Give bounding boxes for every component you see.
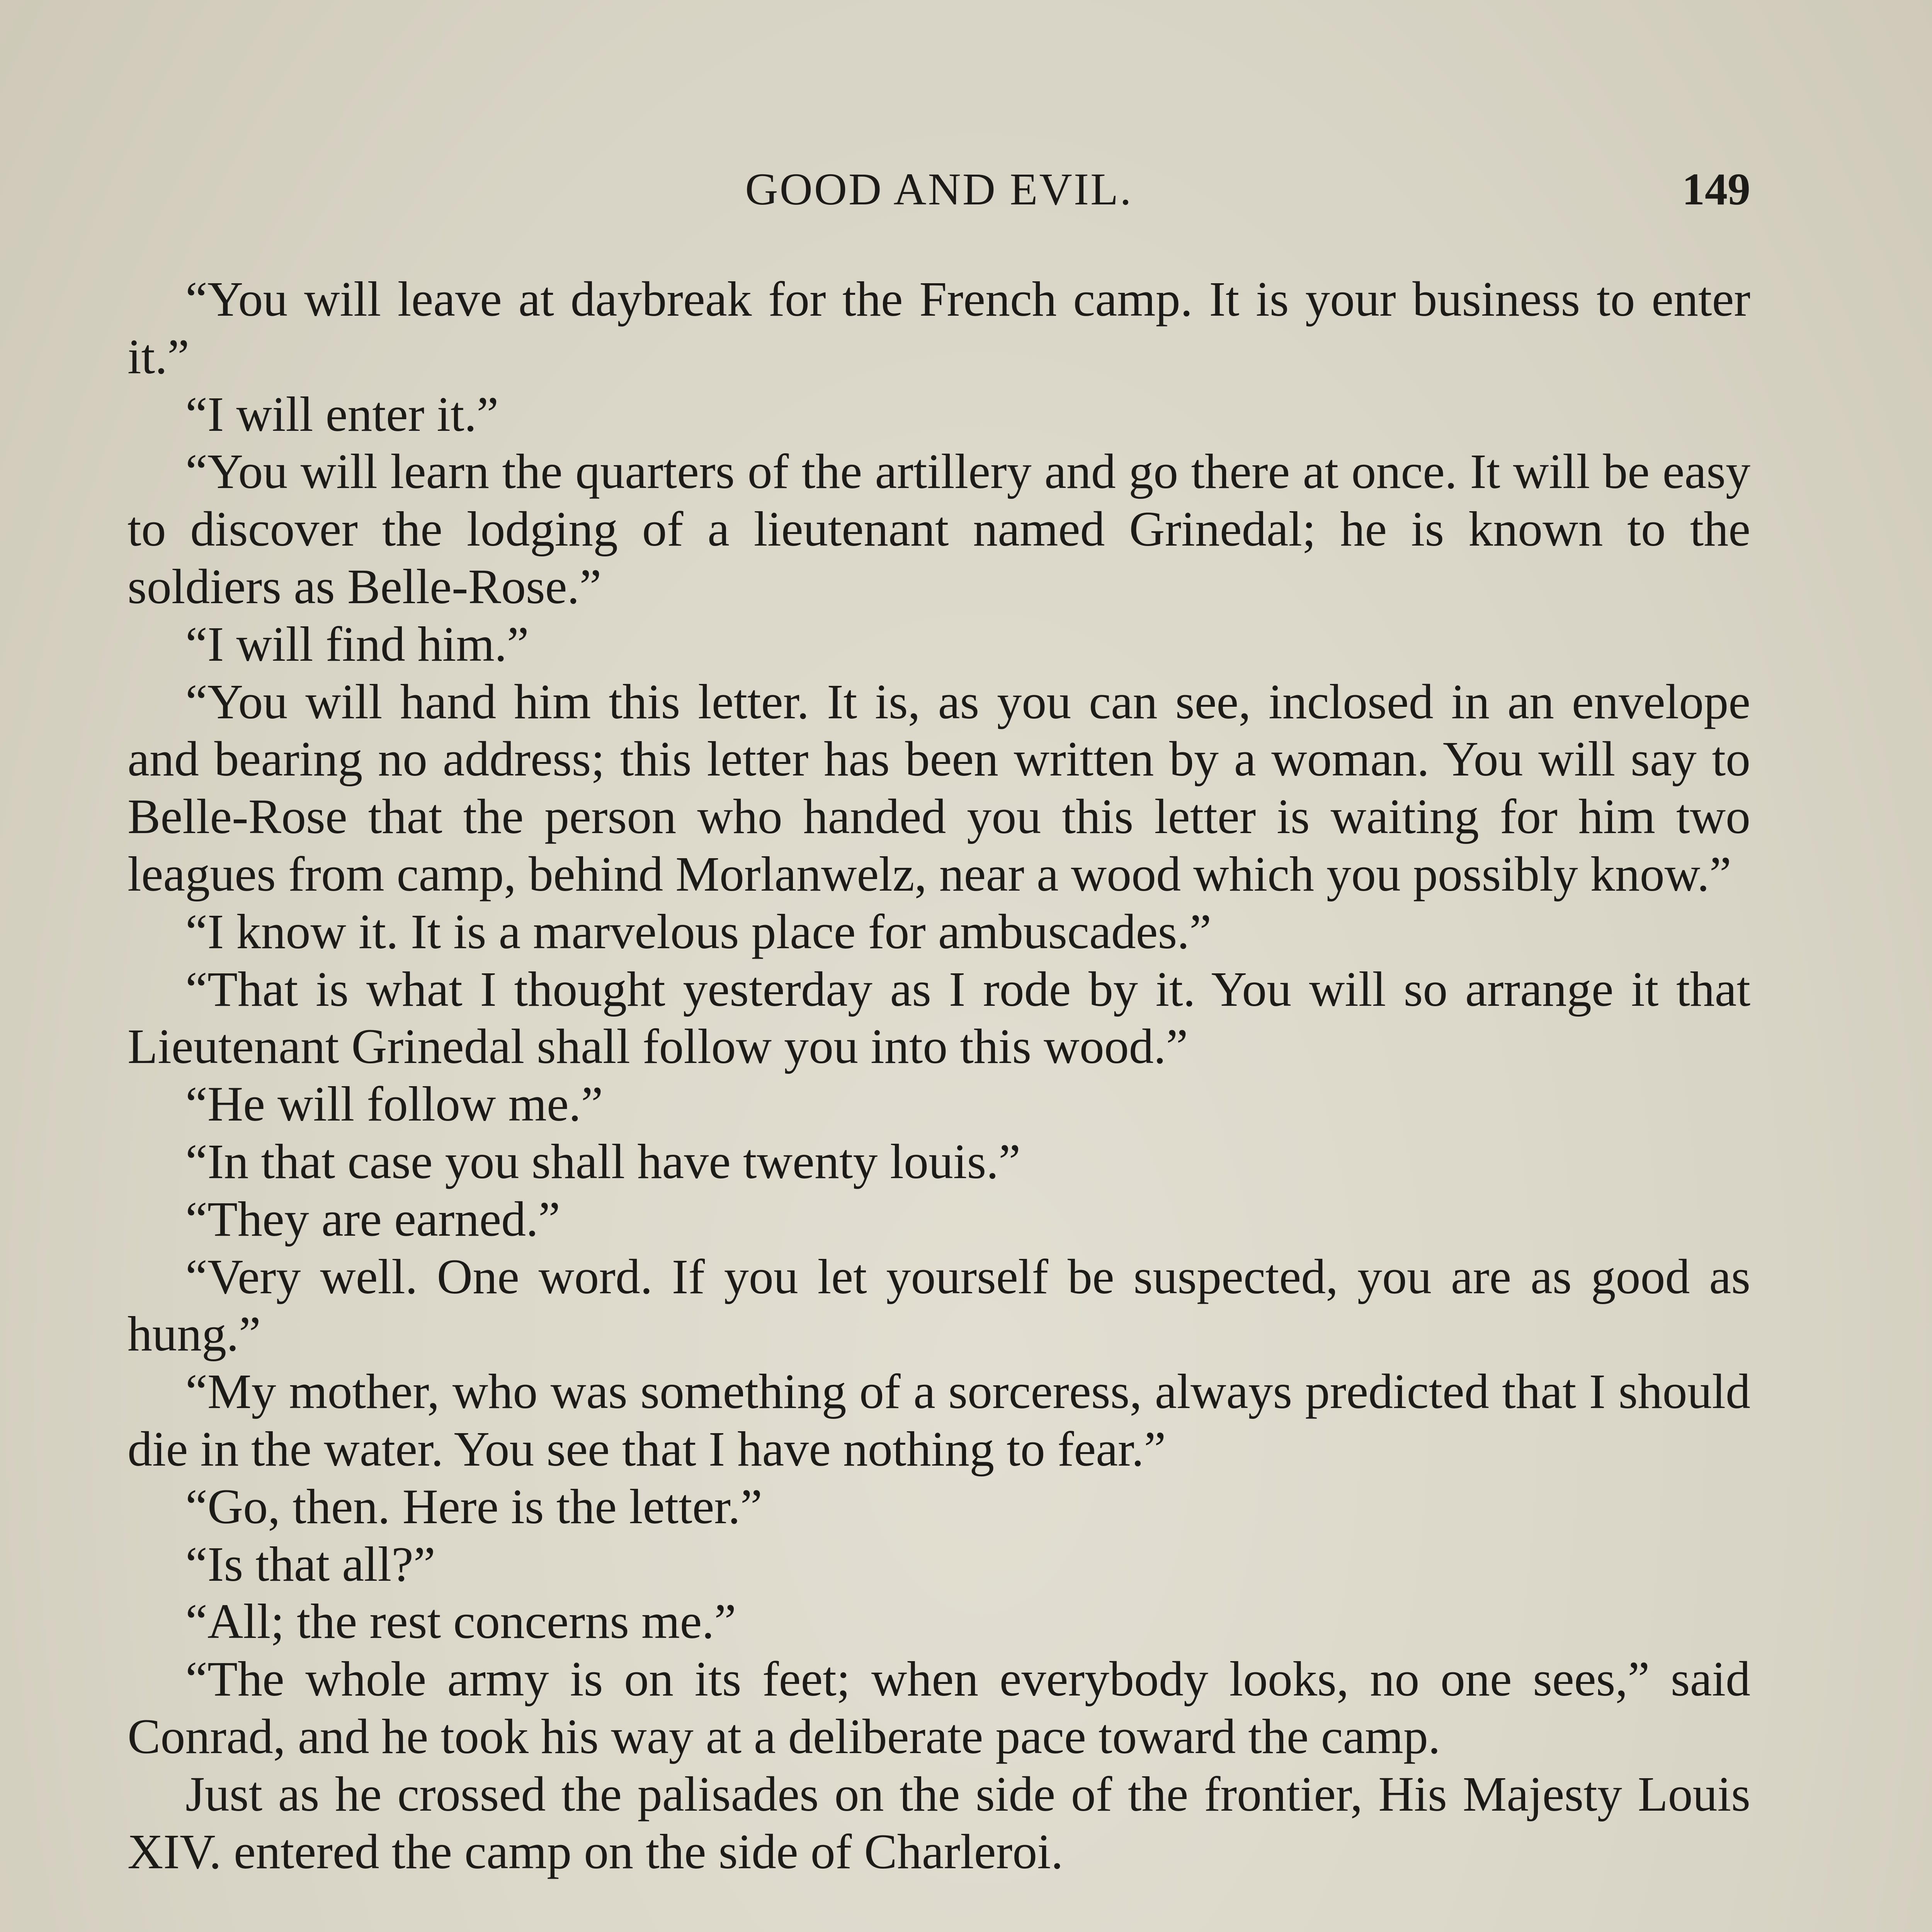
paragraph: “You will hand him this letter. It is, as you can see, inclosed in an envelope and bearing no address; this letter has been written by a woman. You will say to Belle-Rose that the person who handed you this letter is waiting for him two leagues from camp, behind Morlanwelz, near a wood which you possibly know.” <box>128 674 1750 901</box>
running-head <box>128 162 1750 216</box>
paragraph: Just as he crossed the palisades on the side of the frontier, His Majesty Louis XIV. entered the camp on the side of Charleroi. <box>128 1766 1750 1879</box>
paragraph: “My mother, who was something of a sorceress, always predicted that I should die in the water. You see that I have nothing to fear.” <box>128 1364 1750 1476</box>
paragraph: “I will enter it.” <box>185 386 499 442</box>
paragraph: “They are earned.” <box>185 1191 560 1247</box>
page-number: 149 <box>1682 164 1750 214</box>
running-head-title: GOOD AND EVIL. <box>745 164 1133 214</box>
paragraph: “That is what I thought yesterday as I rode by it. You will so arrange it that Lieutenant Grinedal shall follow you into this wood.” <box>128 961 1750 1074</box>
paragraph: “All; the rest concerns me.” <box>185 1594 736 1649</box>
paragraph: “In that case you shall have twenty louis.” <box>185 1134 1021 1189</box>
paragraph: “The whole army is on its feet; when everybody looks, no one sees,” said Conrad, and he took his way at a deliberate pace toward the camp. <box>128 1651 1750 1764</box>
paragraph: “You will learn the quarters of the artillery and go there at once. It will be easy to discover the lodging of a lieutenant named Grinedal; he is known to the soldiers as Belle-Rose.” <box>128 444 1750 614</box>
paragraph: “I know it. It is a marvelous place for ambuscades.” <box>185 904 1212 959</box>
paragraph: “You will leave at daybreak for the French camp. It is your business to enter it.” <box>128 272 1750 384</box>
paragraph: “Very well. One word. If you let yourself be suspected, you are as good as hung.” <box>128 1249 1750 1362</box>
body-text <box>128 270 1750 1880</box>
paragraph: “I will find him.” <box>185 616 529 672</box>
paragraph: “Is that all?” <box>185 1536 435 1592</box>
paragraph: “He will follow me.” <box>185 1077 603 1132</box>
paragraph: “Go, then. Here is the letter.” <box>185 1479 762 1534</box>
